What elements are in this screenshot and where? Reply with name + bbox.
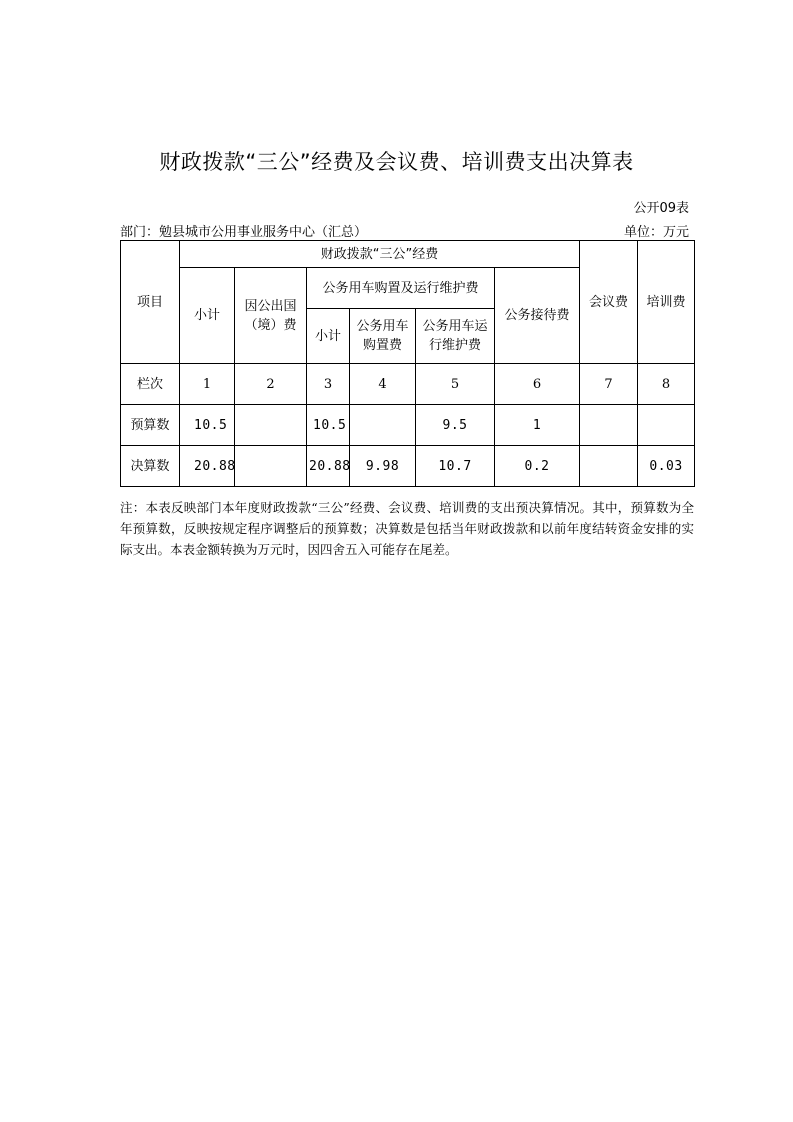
header-sangong-group: 财政拨款“三公”经费: [180, 241, 580, 268]
table-cell: [638, 405, 695, 446]
table-cell: [235, 405, 307, 446]
table-cell: 10.5: [307, 405, 350, 446]
table-cell: [580, 405, 638, 446]
header-vehicle-group: 公务用车购置及运行维护费: [307, 268, 495, 309]
table-cell: 20.88: [180, 446, 235, 487]
table-cell: 8: [638, 364, 695, 405]
footnote: 注：本表反映部门本年度财政拨款“三公”经费、会议费、培训费的支出预决算情况。其中，预算数为全年预算数，反映按规定程序调整后的预算数；决算数是包括当年财政拨款和以前年度结转资金安排的实际支出。本表金额转换为万元时，因四舍五入可能存在尾差。: [120, 500, 694, 557]
unit-label: 单位：万元: [623, 225, 689, 240]
table-cell: 0.03: [638, 446, 695, 487]
table-number: 公开09表: [633, 201, 689, 216]
index-row: [121, 364, 695, 405]
table-cell: 9.98: [350, 446, 416, 487]
header-abroad: 因公出国 （境）费: [235, 268, 307, 364]
budget-row: [121, 405, 695, 446]
table-cell: 20.88: [307, 446, 350, 487]
header-reception: 公务接待费: [495, 268, 580, 364]
table-cell: 9.5: [416, 405, 495, 446]
header-vehicle-maintenance: 公务用车运 行维护费: [416, 309, 495, 364]
table-cell: 7: [580, 364, 638, 405]
table-cell: 0.2: [495, 446, 580, 487]
final-row: [121, 446, 695, 487]
table-cell: 1: [180, 364, 235, 405]
header-vehicle-purchase: 公务用车 购置费: [350, 309, 416, 364]
table-cell: 6: [495, 364, 580, 405]
department-label: 部门：勉县城市公用事业服务中心（汇总）: [120, 225, 368, 240]
header-vehicle-subtotal: 小计: [307, 309, 350, 364]
header-item: 项目: [121, 241, 180, 364]
table-cell: [350, 405, 416, 446]
table-cell: 10.5: [180, 405, 235, 446]
header-training: 培训费: [638, 241, 695, 364]
expenditure-table: [120, 240, 695, 487]
table-cell: 2: [235, 364, 307, 405]
page-title: 财政拨款“三公”经费及会议费、培训费支出决算表: [159, 150, 634, 174]
header-meeting: 会议费: [580, 241, 638, 364]
table-cell: [235, 446, 307, 487]
table-cell: 1: [495, 405, 580, 446]
table-cell: 5: [416, 364, 495, 405]
table-cell: 3: [307, 364, 350, 405]
table-cell: [580, 446, 638, 487]
row-label: 栏次: [121, 364, 180, 405]
row-label: 决算数: [121, 446, 180, 487]
header-subtotal: 小计: [180, 268, 235, 364]
table-cell: 10.7: [416, 446, 495, 487]
row-label: 预算数: [121, 405, 180, 446]
table-cell: 4: [350, 364, 416, 405]
